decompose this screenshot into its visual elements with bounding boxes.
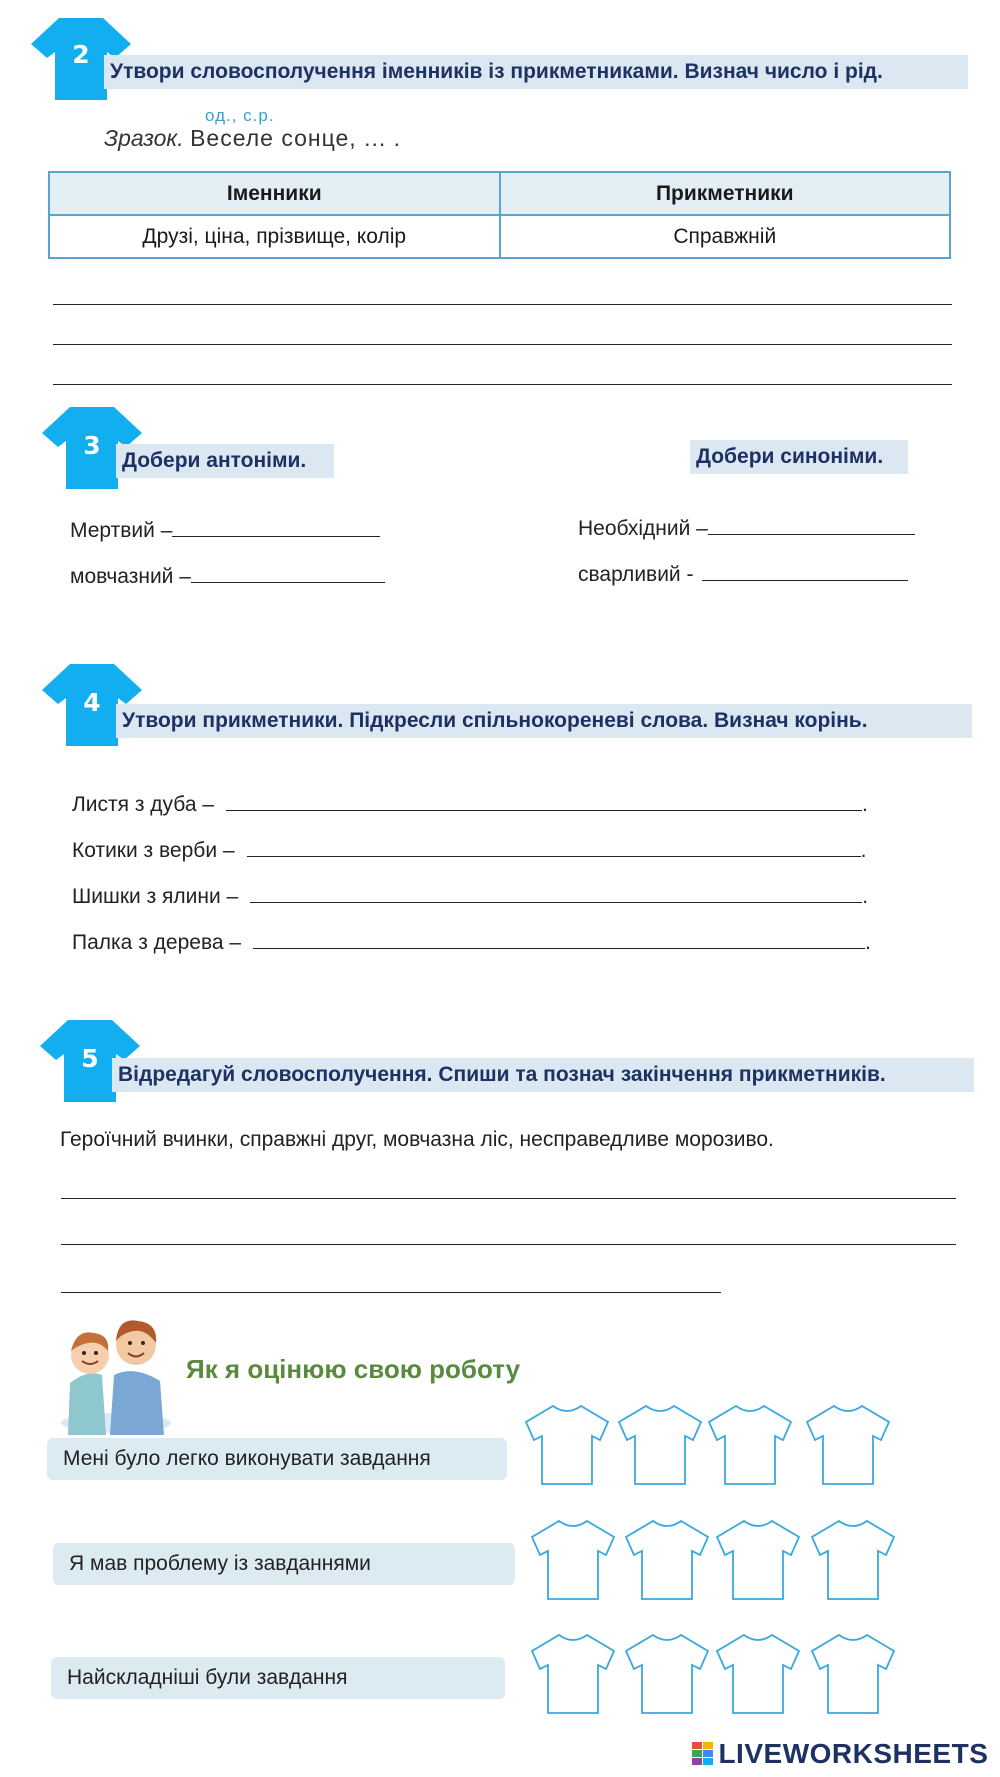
adjective-item: Шишки з ялини – .: [72, 885, 869, 908]
answer-blank[interactable]: [172, 518, 380, 537]
answer-blank[interactable]: [708, 516, 915, 535]
rating-shirt-icon[interactable]: [620, 1517, 714, 1601]
rating-shirt-icon[interactable]: [711, 1517, 805, 1601]
adjective-item: Листя з дуба – .: [72, 793, 868, 816]
task-5-number: 5: [81, 1044, 99, 1073]
rating-row-label: Найскладніші були завдання: [51, 1657, 505, 1699]
answer-line[interactable]: [61, 1244, 956, 1245]
answer-blank[interactable]: [247, 838, 861, 857]
synonym-item: [578, 562, 908, 587]
answer-blank[interactable]: [226, 792, 862, 811]
antonym-item: [70, 518, 380, 543]
rating-shirt-icon[interactable]: [526, 1631, 620, 1715]
rating-row-label: Мені було легко виконувати завдання: [47, 1438, 507, 1480]
rating-shirt-icon[interactable]: [620, 1631, 714, 1715]
task-2-number: 2: [72, 40, 90, 69]
table-header-adjectives: Прикметники: [500, 172, 951, 215]
task-4-number: 4: [83, 688, 101, 717]
children-icon: [58, 1303, 176, 1435]
answer-blank[interactable]: [253, 930, 865, 949]
rating-shirt-icon[interactable]: [806, 1631, 900, 1715]
table-row: [49, 215, 950, 258]
task-5-text: Героїчний вчинки, справжні друг, мовчазна ліс, несправедливе морозиво.: [60, 1128, 774, 1151]
antonym-item: [70, 564, 385, 589]
task-4-title: Утвори прикметники. Підкресли спільнокореневі слова. Визнач корінь.: [116, 704, 972, 738]
rating-row-label: Я мав проблему із завданнями: [53, 1543, 515, 1585]
task-5-title: Відредагуй словосполучення. Спиши та познач закінчення прикметників.: [112, 1058, 974, 1092]
table-cell-adjectives: Справжній: [500, 215, 951, 258]
answer-blank[interactable]: [191, 564, 385, 583]
liveworksheets-logo[interactable]: [692, 1738, 988, 1768]
noun-phrase: Шишки з ялини –: [72, 885, 239, 908]
antonyms-title: Добери антоніми.: [116, 444, 334, 478]
answer-line[interactable]: [53, 344, 952, 345]
rating-shirt-icon[interactable]: [711, 1631, 805, 1715]
noun-phrase: Котики з верби –: [72, 839, 235, 862]
table-header-nouns: Іменники: [49, 172, 500, 215]
sample-label: Зразок.: [104, 125, 184, 151]
rating-shirt-icon[interactable]: [526, 1517, 620, 1601]
answer-blank[interactable]: [250, 884, 862, 903]
rating-shirt-icon[interactable]: [806, 1517, 900, 1601]
antonym-word: Мертвий –: [70, 519, 173, 542]
noun-phrase: Листя з дуба –: [72, 793, 215, 816]
rating-title: Як я оцінюю свою роботу: [186, 1354, 521, 1384]
synonyms-title: Добери синоніми.: [690, 440, 908, 474]
task-3-number: 3: [83, 431, 101, 460]
noun-phrase: Палка з дерева –: [72, 931, 242, 954]
adjective-item: Палка з дерева – .: [72, 931, 871, 954]
rating-shirt-icon[interactable]: [801, 1402, 895, 1486]
synonym-item: [578, 516, 915, 541]
sample-text: Веселе сонце, ... .: [190, 125, 402, 151]
logo-grid-icon: [692, 1742, 714, 1766]
rating-shirt-icon[interactable]: [703, 1402, 797, 1486]
answer-line[interactable]: [61, 1292, 721, 1293]
answer-line[interactable]: [61, 1198, 956, 1199]
synonym-word: сварливий -: [578, 563, 694, 586]
rating-shirt-icon[interactable]: [520, 1402, 614, 1486]
task-2-title: Утвори словосполучення іменників із прикметниками. Визнач число і рід.: [104, 55, 968, 89]
nouns-adjectives-table: [48, 171, 951, 259]
answer-line[interactable]: [53, 384, 952, 385]
answer-blank[interactable]: [702, 562, 908, 581]
adjective-item: Котики з верби – .: [72, 839, 867, 862]
table-cell-nouns: Друзі, ціна, прізвище, колір: [49, 215, 500, 258]
synonym-word: Необхідний –: [578, 517, 708, 540]
boys-illustration: [58, 1303, 176, 1435]
logo-text: LIVEWORKSHEETS: [718, 1738, 989, 1769]
sample-grammar-note: од., с.р.: [205, 106, 275, 125]
rating-shirt-icon[interactable]: [613, 1402, 707, 1486]
sample-line: [104, 125, 401, 152]
answer-line[interactable]: [53, 304, 952, 305]
antonym-word: мовчазний –: [70, 565, 191, 588]
